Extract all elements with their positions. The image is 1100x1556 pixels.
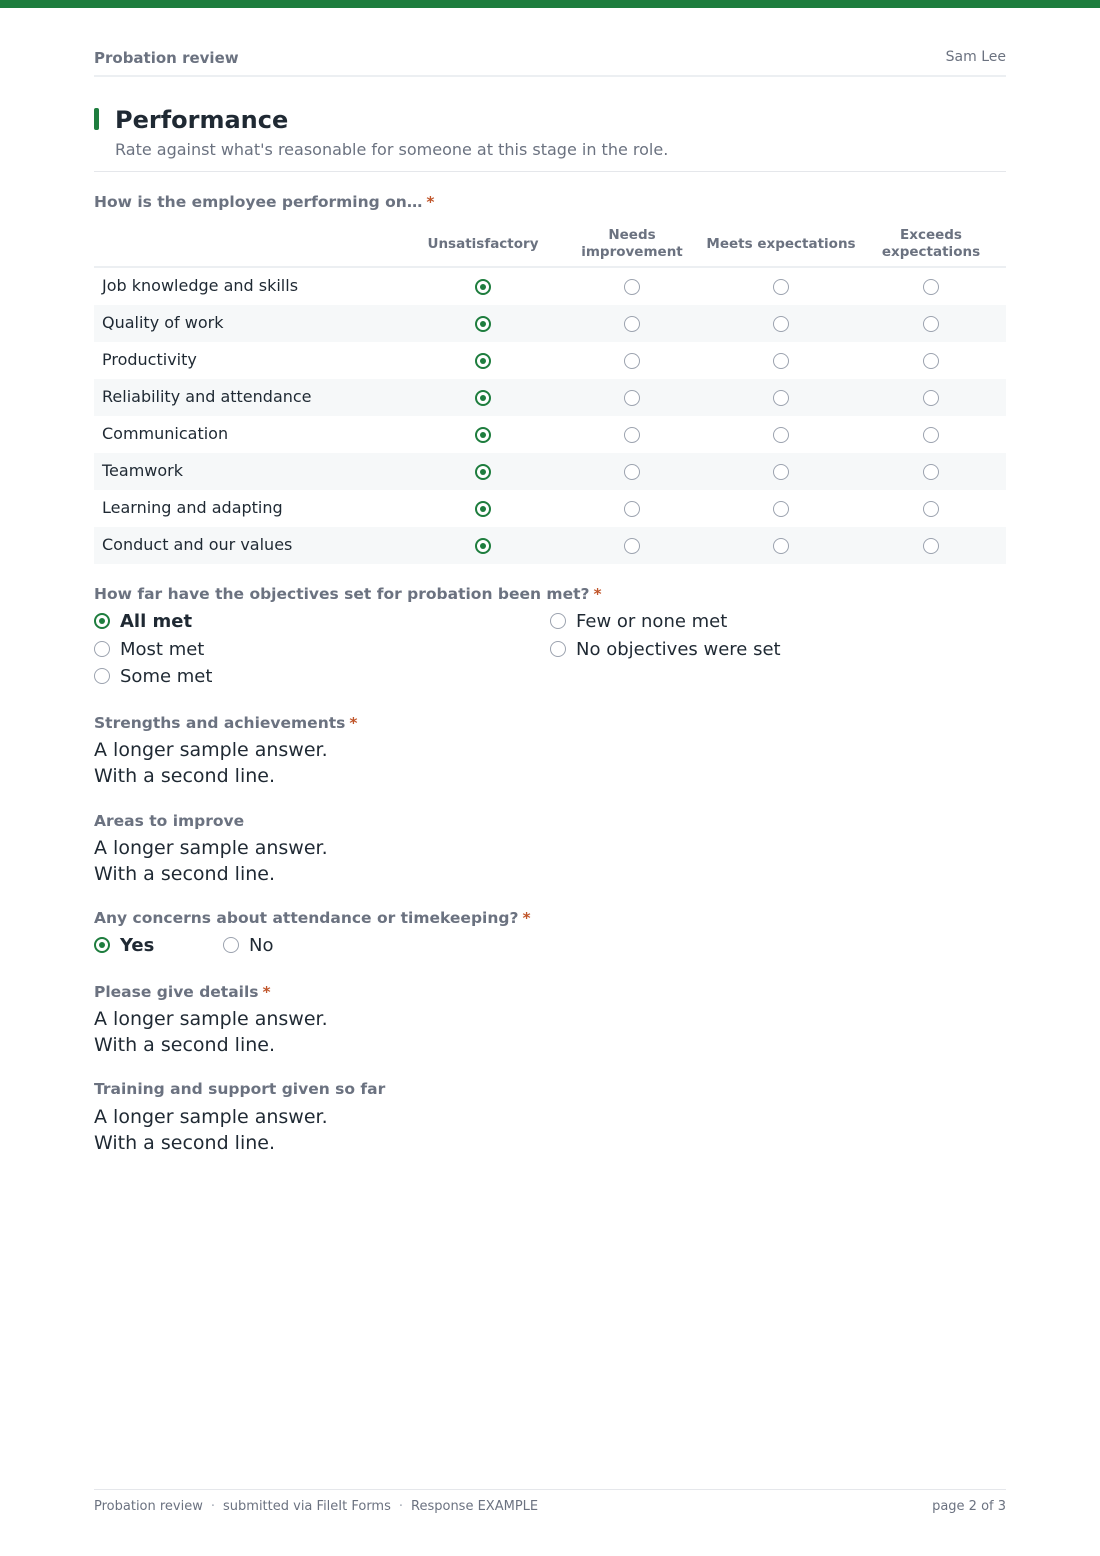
rating-radio[interactable] [773,464,789,480]
question-text: Training and support given so far [94,1080,386,1098]
radio-button[interactable] [550,641,566,657]
table-row [94,342,1006,379]
column-header: Meets expectations [706,235,856,252]
rating-cell [557,416,707,453]
rating-radio[interactable] [773,390,789,406]
rating-radio[interactable] [773,279,789,295]
option-label: No [249,934,274,956]
table-row [94,527,1006,564]
rating-radio[interactable] [773,501,789,517]
answer-line: A longer sample answer. [94,739,328,761]
required-marker: * [522,909,531,927]
objective-option[interactable] [550,609,727,633]
rating-cell [408,527,558,564]
rating-cell [856,268,1006,305]
rating-cell [856,490,1006,527]
top-accent-bar [0,0,1100,8]
page-header [94,47,1006,77]
rating-cell [408,305,558,342]
rating-radio[interactable] [773,538,789,554]
strengths-question [94,714,357,732]
question-text: How is the employee performing on… [94,193,423,211]
rating-radio[interactable] [773,427,789,443]
rating-cell [856,527,1006,564]
row-label: Reliability and attendance [102,387,312,406]
question-text: How far have the objectives set for probation been met? [94,585,590,603]
rating-radio[interactable] [475,353,491,369]
document-title: Probation review [94,49,239,67]
option-label: Most met [120,638,205,660]
rating-cell [408,268,558,305]
rating-radio[interactable] [923,464,939,480]
answer-line: With a second line. [94,1034,275,1056]
table-row [94,490,1006,527]
strengths-answer [94,737,328,789]
details-answer [94,1006,328,1058]
rating-radio[interactable] [923,390,939,406]
row-label: Job knowledge and skills [102,276,299,295]
rating-radio[interactable] [475,501,491,517]
question-text: Please give details [94,983,259,1001]
rating-radio[interactable] [624,464,640,480]
column-header: Unsatisfactory [427,235,539,252]
rating-cell [408,379,558,416]
table-row [94,305,1006,342]
footer-separator: · [210,1499,216,1514]
objective-option[interactable] [94,609,192,633]
option-label: All met [120,610,193,632]
radio-button[interactable] [94,668,110,684]
objective-option[interactable] [94,637,204,661]
radio-button[interactable] [94,613,110,629]
rating-cell [408,416,558,453]
option-label: Few or none met [576,610,728,632]
rating-radio[interactable] [475,316,491,332]
question-text: Areas to improve [94,812,245,830]
attendance-option[interactable] [223,933,273,957]
rating-cell [706,527,856,564]
row-label: Teamwork [102,461,184,480]
required-marker: * [262,983,271,1001]
radio-button[interactable] [94,641,110,657]
required-marker: * [349,714,358,732]
rating-radio[interactable] [624,538,640,554]
performance-question [94,193,434,211]
rating-cell [557,490,707,527]
rating-radio[interactable] [475,279,491,295]
row-label: Conduct and our values [102,535,293,554]
option-label: Some met [120,665,213,687]
table-row [94,268,1006,305]
radio-button[interactable] [223,937,239,953]
respondent-name: Sam Lee [945,49,1006,65]
rating-cell [706,305,856,342]
rating-cell [408,342,558,379]
rating-radio[interactable] [624,316,640,332]
objectives-question [94,585,602,603]
grid-header [94,222,1006,268]
question-text: Any concerns about attendance or timekeeping? [94,909,519,927]
question-text: Strengths and achievements [94,714,346,732]
rating-radio[interactable] [624,427,640,443]
rating-cell [557,305,707,342]
rating-radio[interactable] [475,538,491,554]
rating-radio[interactable] [923,279,939,295]
rating-radio[interactable] [923,353,939,369]
answer-line: With a second line. [94,765,275,787]
rating-cell [856,453,1006,490]
answer-line: A longer sample answer. [94,1008,328,1030]
radio-button[interactable] [550,613,566,629]
rating-radio[interactable] [624,279,640,295]
column-header: Needs improvement [581,227,683,260]
rating-radio[interactable] [475,464,491,480]
attendance-option[interactable] [94,933,154,957]
page-footer [94,1489,1006,1529]
grid-rows [94,268,1006,564]
answer-line: With a second line. [94,1132,275,1154]
rating-radio[interactable] [624,501,640,517]
row-label: Communication [102,424,229,443]
rating-cell [706,490,856,527]
table-row [94,416,1006,453]
rating-radio[interactable] [923,427,939,443]
required-marker: * [593,585,602,603]
answer-line: A longer sample answer. [94,837,328,859]
option-label: No objectives were set [576,638,781,660]
rating-cell [557,453,707,490]
rating-cell [856,379,1006,416]
row-label: Learning and adapting [102,498,283,517]
rating-radio[interactable] [624,353,640,369]
column-header: Exceeds expectations [881,227,981,260]
rating-cell [856,342,1006,379]
footer-separator: · [398,1499,404,1514]
rating-radio[interactable] [923,538,939,554]
objective-option[interactable] [550,637,781,661]
row-label: Productivity [102,350,197,369]
rating-cell [856,305,1006,342]
rating-radio[interactable] [773,316,789,332]
section-title: Performance [115,106,289,134]
section-accent-bar [94,108,99,130]
performance-grid [94,222,1006,564]
footer-response: Response EXAMPLE [411,1499,539,1514]
answer-line: With a second line. [94,863,275,885]
details-question [94,983,271,1001]
section-header [94,106,1006,172]
objective-option[interactable] [94,664,212,688]
rating-cell [706,416,856,453]
attendance-question [94,909,531,927]
row-label: Quality of work [102,313,224,332]
rating-cell [706,379,856,416]
rating-cell [557,268,707,305]
footer-info [94,1499,538,1514]
rating-cell [856,416,1006,453]
rating-cell [706,342,856,379]
rating-cell [557,379,707,416]
training-answer [94,1104,328,1156]
rating-cell [557,527,707,564]
rating-radio[interactable] [475,390,491,406]
training-question [94,1080,385,1098]
improve-answer [94,835,328,887]
rating-cell [557,342,707,379]
rating-cell [408,490,558,527]
improve-question [94,812,244,830]
section-subtitle: Rate against what's reasonable for someone at this stage in the role. [115,140,669,159]
rating-radio[interactable] [773,353,789,369]
option-label: Yes [120,934,155,956]
rating-radio[interactable] [923,501,939,517]
rating-radio[interactable] [475,427,491,443]
rating-radio[interactable] [923,316,939,332]
rating-cell [706,453,856,490]
table-row [94,453,1006,490]
footer-doc-title: Probation review [94,1499,203,1514]
footer-submitted: submitted via FileIt Forms [223,1499,391,1514]
rating-cell [408,453,558,490]
rating-cell [706,268,856,305]
answer-line: A longer sample answer. [94,1106,328,1128]
page-number: page 2 of 3 [932,1499,1006,1514]
rating-radio[interactable] [624,390,640,406]
radio-button[interactable] [94,937,110,953]
table-row [94,379,1006,416]
required-marker: * [426,193,435,211]
